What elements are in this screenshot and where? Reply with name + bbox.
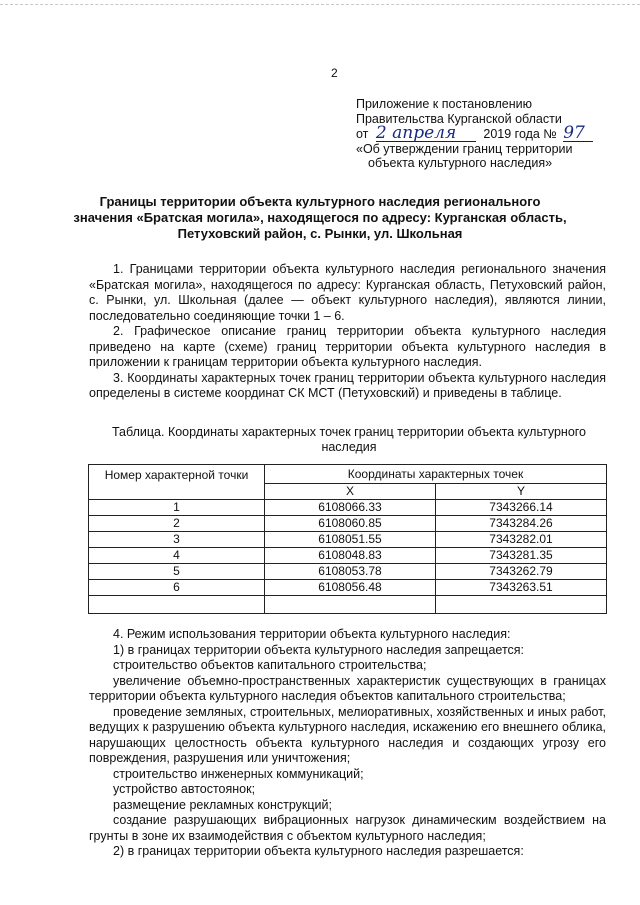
coord-y: 7343282.01 (435, 532, 606, 548)
table-empty-row (89, 596, 607, 614)
appendix-header (356, 97, 593, 171)
section-4-item-7: размещение рекламных конструкций; (113, 797, 332, 812)
point-number: 5 (89, 564, 265, 580)
header-point-number: Номер характерной точки (89, 465, 265, 500)
handwritten-number: 97 (563, 126, 593, 142)
point-number: 4 (89, 548, 265, 564)
coord-y: 7343263.51 (435, 580, 606, 596)
section-4-item-3: увеличение объемно-пространственных характеристик существующих в границах территории объекта культурного наследия объектов капитального строительства; (89, 673, 606, 703)
section-4-item-2: строительство объектов капитального строительства; (113, 658, 427, 672)
table-header-row (89, 465, 607, 484)
point-number: 6 (89, 580, 265, 596)
intro-paragraphs (89, 262, 606, 402)
coord-y: 7343262.79 (435, 564, 606, 580)
header-coordinates: Координаты характерных точек (265, 465, 607, 484)
header-y: Y (435, 484, 606, 500)
empty-cell (435, 596, 606, 614)
table-caption-line-2: наследия (321, 440, 377, 454)
paragraph-2: 2. Графическое описание границ территории объекта культурного наследия приведено на карте (схеме) границ территории объекта культурного наследия в приложении к границам территории объекта культурного наследия. (89, 324, 606, 369)
table-caption-line-1: Таблица. Координаты характерных точек границ территории объекта культурного (111, 425, 587, 439)
year-text: 2019 года № (483, 127, 557, 141)
table-row (89, 532, 607, 548)
coord-y: 7343284.26 (435, 516, 606, 532)
table-caption (89, 425, 609, 455)
appendix-line-5: объекта культурного наследия» (368, 156, 553, 170)
appendix-line-4: «Об утверждении границ территории (356, 141, 573, 156)
section-4-item-6: устройство автостоянок; (113, 782, 256, 796)
empty-cell (265, 596, 436, 614)
paragraph-1: 1. Границами территории объекта культурного наследия регионального значения «Братская могила», находящегося по адресу: Курганская область, Петуховский район, с. Рынки, ул. Школьная (далее — объект культурного наследия), являются линии, последовательно соединяющие точки 1 – 6. (89, 262, 606, 323)
section-4-item-9: 2) в границах территории объекта культурного наследия разрешается: (113, 844, 524, 858)
coord-x: 6108053.78 (265, 564, 436, 580)
section-4-item-5: строительство инженерных коммуникаций; (113, 766, 364, 781)
section-4-item-4: проведение земляных, строительных, мелиоративных, хозяйственных и иных работ, ведущих к разрушению объекта культурного наследия, искажению его внешнего облика, нарушающих целостность объекта культурного наследия и создающих угрозу его повреждения, разрушения или уничтожения; (89, 704, 606, 765)
coord-y: 7343266.14 (435, 500, 606, 516)
document-title (70, 194, 570, 242)
point-number: 3 (89, 532, 265, 548)
table-row (89, 516, 607, 532)
point-number: 1 (89, 500, 265, 516)
section-4-item-8: создание разрушающих вибрационных нагрузок динамическим воздействием на грунты в зоне их взаимодействия с объектом культурного наследия; (89, 813, 606, 843)
title-line-1: Границы территории объекта культурного наследия регионального (99, 194, 541, 209)
table-row (89, 500, 607, 516)
coord-x: 6108051.55 (265, 532, 436, 548)
from-prefix: от (356, 127, 369, 141)
scan-edge-line (0, 4, 640, 6)
title-line-2: значения «Братская могила», находящегося по адресу: Курганская область, (73, 210, 567, 225)
point-number: 2 (89, 516, 265, 532)
appendix-line-1: Приложение к постановлению (356, 97, 532, 111)
header-x: X (265, 484, 436, 500)
section-4-heading: 4. Режим использования территории объекта культурного наследия: (113, 627, 511, 641)
table-row (89, 564, 607, 580)
section-4-item-1: 1) в границах территории объекта культурного наследия запрещается: (113, 642, 525, 657)
page-number: 2 (331, 66, 338, 80)
appendix-date-line (356, 123, 593, 143)
coord-x: 6108056.48 (265, 580, 436, 596)
table-row (89, 580, 607, 596)
coord-y: 7343281.35 (435, 548, 606, 564)
table-row (89, 548, 607, 564)
coordinates-table (88, 464, 607, 614)
coord-x: 6108066.33 (265, 500, 436, 516)
coord-x: 6108060.85 (265, 516, 436, 532)
handwritten-date: 2 апреля (376, 126, 476, 142)
appendix-line-2: Правительства Курганской области (356, 111, 562, 126)
section-4 (89, 627, 606, 860)
empty-cell (89, 596, 265, 614)
paragraph-3: 3. Координаты характерных точек границ территории объекта культурного наследия определены в системе координат СК МСТ (Петуховский) и приведены в таблице. (89, 370, 606, 400)
title-line-3: Петуховский район, с. Рынки, ул. Школьная (177, 226, 463, 241)
coord-x: 6108048.83 (265, 548, 436, 564)
